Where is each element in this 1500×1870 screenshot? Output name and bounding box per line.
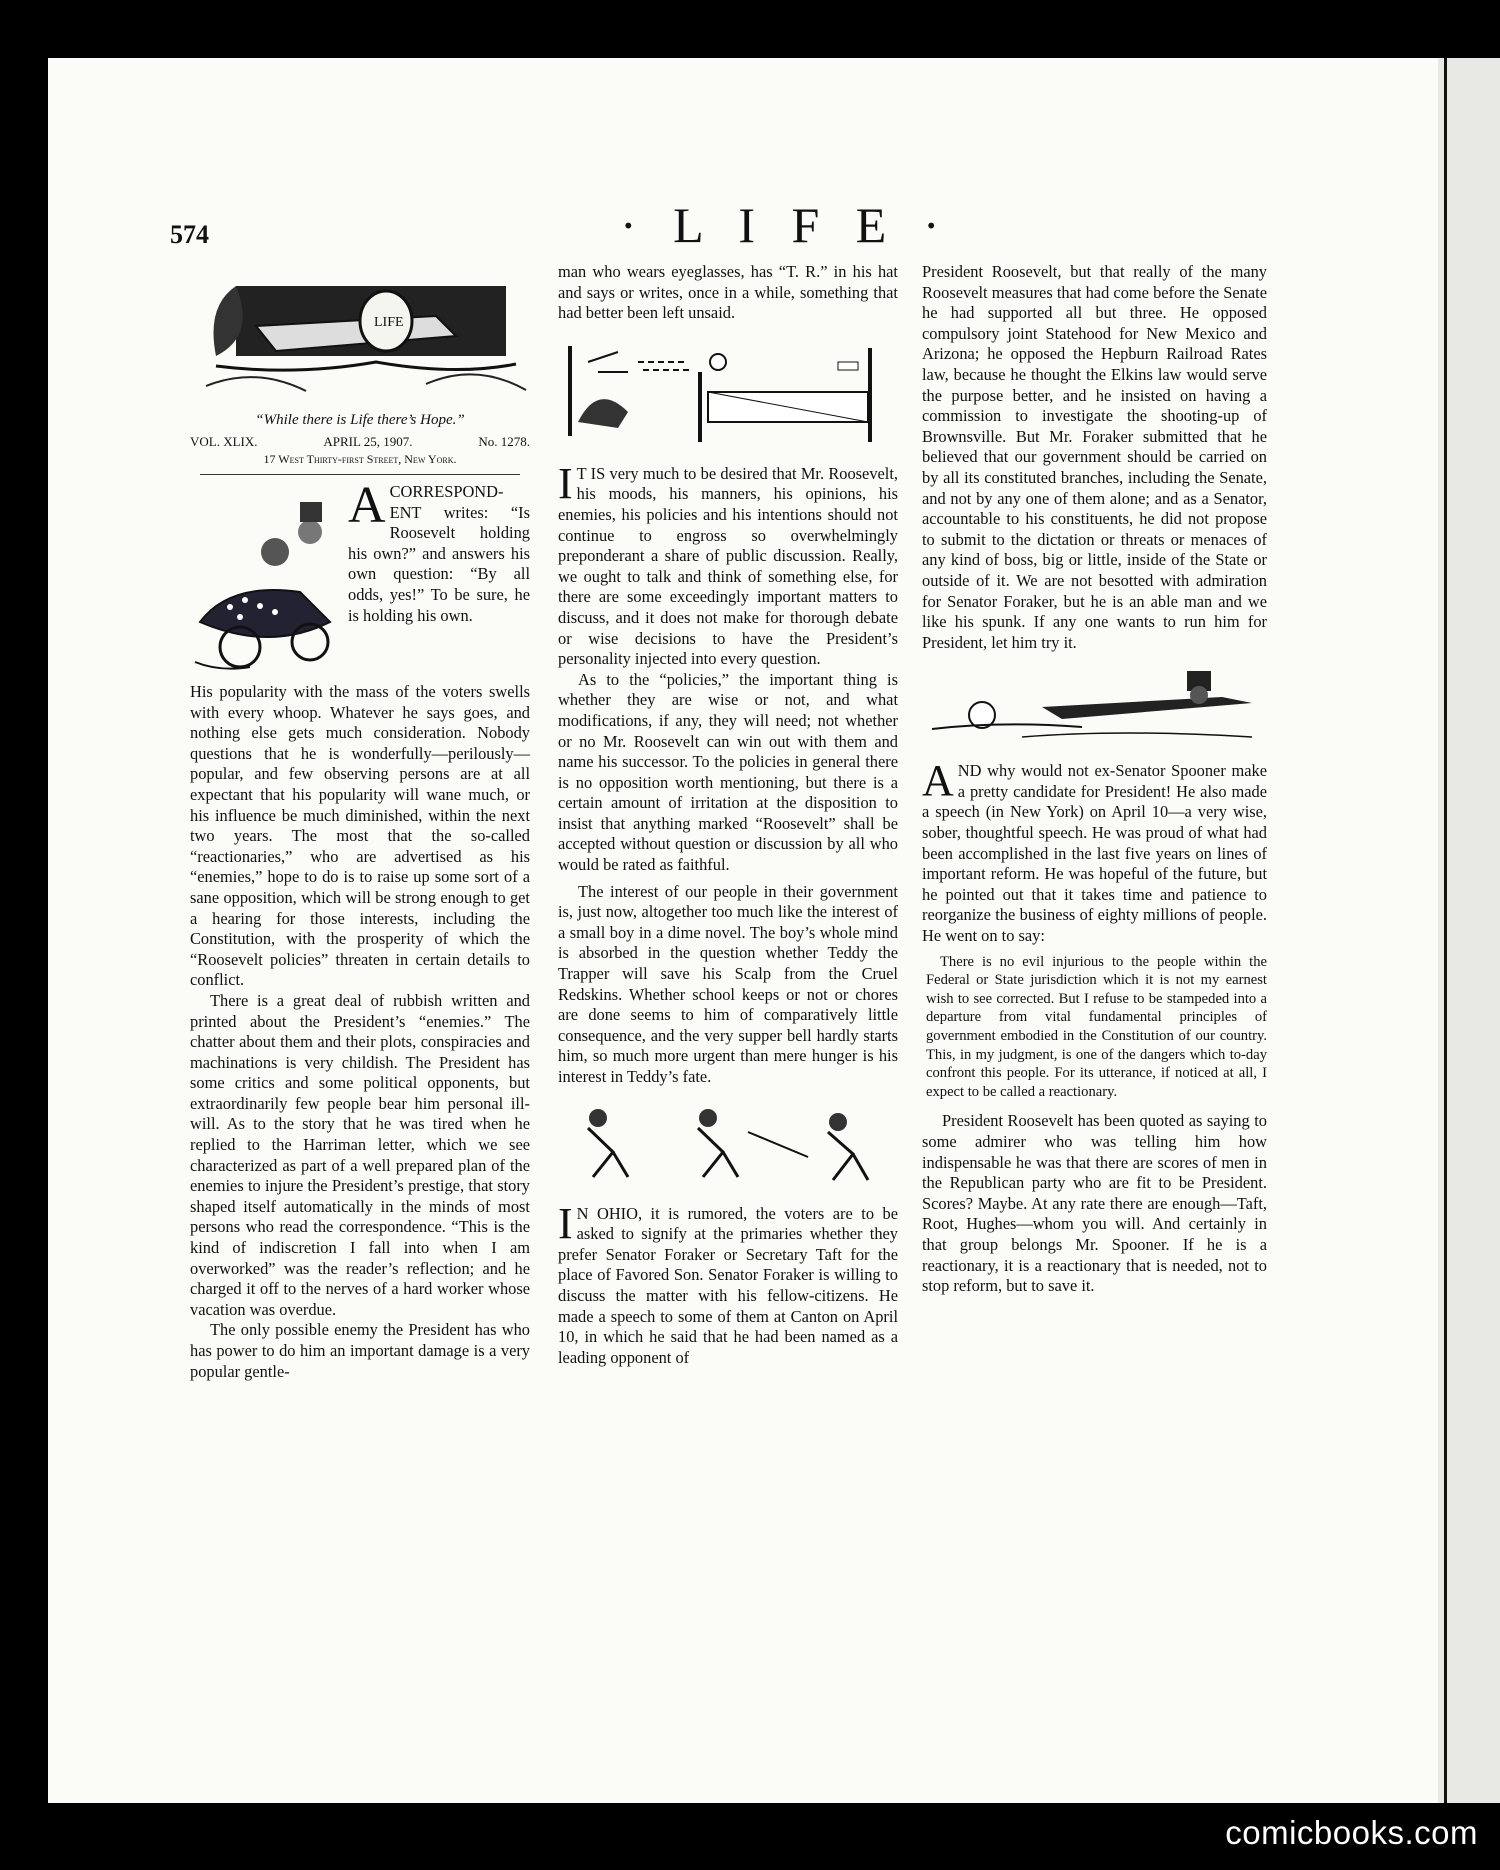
banner-motto: “While there is Life there’s Hope.”: [255, 412, 465, 428]
spooner-quote: [922, 953, 1267, 1102]
col3-para-2: President Roosevelt has been quoted as saying to some admirer who was telling him how indispensable he was that there are scores of men in the Republican party who are fit to be President. Scores? Maybe. At any rate there are enough—Taft, Root, Hughes—whom you will. And certainly in that group belongs Mr. Spooner. If he is a reactionary, it is a reactionary that is needed, not to stop reform, but to save it.: [922, 1111, 1267, 1296]
col2-para-0: man who wears eyeglasses, has “T. R.” in his hat and says or writes, once in a while, something that had better been left unsaid.: [558, 262, 898, 323]
column-2: [558, 262, 898, 1368]
next-page-edge: [1438, 58, 1500, 1803]
car-illustration: [190, 482, 340, 678]
drop-cap-a: A: [348, 477, 386, 534]
office-address: 17 West Thirty-first Street, New York.: [263, 452, 457, 466]
column-1: [190, 477, 530, 1382]
col1-para-3: The only possible enemy the President has who has power to do him an important damage is a very popular gentle-: [190, 1320, 530, 1381]
drop-cap-i: I: [558, 458, 573, 508]
issue-date: APRIL 25, 1907.: [323, 434, 413, 449]
drop-cap-a-2: A: [922, 756, 954, 806]
issue-line: [190, 434, 530, 450]
col1-lead: CORRESPOND-ENT writes: “Is Roosevelt holding his own?” and answers his own question: “By all odds, yes!” To be sure, he is holding his own.: [348, 482, 530, 625]
masthead-title: · L I F E ·: [620, 197, 952, 253]
volume: VOL. XLIX.: [190, 434, 258, 449]
quote-text: There is no evil injurious to the people within the Federal or State jurisdiction which it is not my earnest wish to see corrected. But I refuse to be stampeded into a departure from vital fundamental principles of government embodied in the Constitution of our country. This, in my judgment, is one of the dangers which to-day confront this people. For its utterance, if noticed at all, I expect to be called a reactionary.: [926, 953, 1267, 1100]
drop-cap-i-2: I: [558, 1198, 573, 1248]
col2-para-1: T IS very much to be desired that Mr. Roosevelt, his moods, his manners, his opinions, his enemies, his policies and his intentions should not continue to engross so overwhelmingly preponderant a share of public discussion. Really, we ought to talk and think of something else, for there are some exceedingly important matters to discuss, and it does not make for thorough debate or wise decisions to have the President’s personality injected into every question.: [558, 463, 898, 669]
col2-para-4: N OHIO, it is rumored, the voters are to be asked to signify at the primaries whether they prefer Senator Foraker or Secretary Taft for the place of Favored Son. Senator Foraker is willing to discuss the matter with his fellow-citizens. He made a speech to some of them at Canton on April 10, in which he said that he had been named as a leading opponent of: [558, 1203, 898, 1367]
banner-illustration: [196, 266, 532, 402]
col3-para-0: President Roosevelt, but that really of the many Roosevelt measures that had come before the Senate he had supported all but three. He opposed compulsory joint Statehood for New Mexico and Arizona; he opposed the Hepburn Railroad Rates law, because he thought the Elkins law would serve the purpose better, and he insisted on having a commission to investigate the shooting-up of Brownsville. But Mr. Foraker submitted that he believed that our government should be carried on by all its constituted branches, including the Senate, and not by any one of them alone; and as a Senator, accountable to his constituents, he did not propose to submit to the dictation or threats or menaces of any kind of boss, big or little, inside of the State or outside of it. We are not besotted with admiration for Senator Foraker, but he is an able man and we like his spunk. If any one wants to run him for President, let him try it.: [922, 262, 1267, 652]
banner-rule: [200, 474, 520, 475]
watermark: comicbooks.com: [1225, 1814, 1478, 1851]
col1-para-1: His popularity with the mass of the voters swells with every whoop. Whatever he says goes, and nothing else gets much consideration. Nobody questions that he is wonderfully—perilously—popular, and few observing persons are at all expectant that his popularity will wane much, or his influence be much diminished, within the next two years. The most that the so-called “reactionaries,” who are advertised as his “enemies,” hope to do is to raise up some sort of a sane opposition, which will be strong enough to get a hearing for those interests, including the Constitution, with the prosperity of which the “Roosevelt policies” threaten in certain details to conflict.: [190, 682, 530, 990]
duel-illustration: [558, 1102, 898, 1186]
bed-illustration: [558, 332, 898, 450]
col1-para-2: There is a great deal of rubbish written and printed about the President’s “enemies.” The chatter about them and their plots, conspiracies and machinations is very childish. The President has some critics and some political opponents, but extraordinarily few people bear him personal ill-will. As to the story that he was tired when he replied to the Harriman letter, which we see characterized as part of a well prepared plan of the enemies to injure the President’s prestige, that story shaped itself automatically in the minds of most persons who read the correspondence. “This is the kind of indiscretion I fall into when I am overworked” was the reader’s reflection; and he charged it off to the nerves of a hard worker whose vacation was overdue.: [190, 990, 530, 1319]
swimmers-illustration: [922, 667, 1267, 749]
svg-text:LIFE: LIFE: [374, 315, 404, 330]
issue-number: No. 1278.: [478, 434, 530, 449]
col2-para-2: As to the “policies,” the important thing is whether they are wise or not, and what modifications, if any, they will need; not whether or no Mr. Roosevelt can win out with them and name his successor. To the policies in general there is no opposition worth mentioning, but there is a certain amount of irritation at the disposition to insist that anything marked “Roosevelt” shall be accepted without question or discussion by all who would be rated as faithful.: [558, 669, 898, 875]
column-3: [922, 262, 1267, 1297]
col2-para-3: The interest of our people in their government is, just now, altogether too much like the interest of a small boy in a dime novel. The boy’s whole mind is absorbed in the question whether Teddy the Trapper will save his Scalp from the Cruel Redskins. Whether school keeps or not or chores are done seems to him of comparatively little consequence, and the very supper bell hardly starts him, so much more urgent than mere hunger is his interest in Teddy’s fate.: [558, 881, 898, 1086]
page-number: 574: [170, 220, 209, 249]
col3-para-1: ND why would not ex-Senator Spooner make a pretty candidate for President! He also made a speech (in New York) on April 10—a very wise, sober, thoughtful speech. He was proud of what had been accomplished in the last five years on lines of important reform. He was hopeful of the future, but he pointed out that it takes time and patience to reorganize the business of eighty millions of people. He went on to say:: [922, 761, 1267, 946]
